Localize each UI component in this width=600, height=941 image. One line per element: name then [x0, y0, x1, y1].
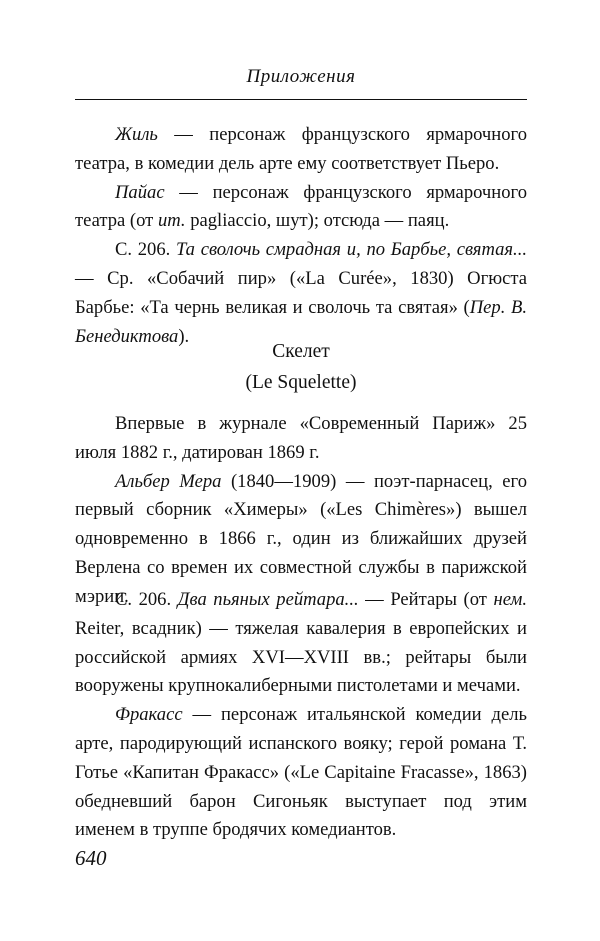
note-text: Reiter, всадник) — тяжелая кавалерия в европейских и российской армиях XVI—XVIII вв.; рейтары были вооружены крупнокалиберными пистолетами и мечами. [75, 617, 527, 697]
note-term: Фракасс [115, 704, 183, 726]
note-text: — Ср. «Собачий пир» («La Curée», 1830) Огюста Барбье: «Та чернь великая и сволочь та святая» ( [75, 267, 527, 318]
section-title: Скелет [272, 341, 330, 362]
notes-block-3 [75, 586, 527, 845]
note-term: Пайас [115, 181, 165, 203]
page-number: 640 [75, 846, 107, 870]
note-abbr: нем. [493, 589, 527, 610]
note-text: — персонаж французского ярмарочного театра (от [75, 181, 527, 232]
note-publication: Впервые в журнале «Современный Париж» 25 июля 1882 г., датирован 1869 г. [75, 413, 527, 463]
note-text: (1840—1909) — поэт-парнасец, его первый сборник «Химеры» («Les Chimères») вышел одновременно в 1866 г., один из ближайших друзей Верлена со времен их совместной службы в парижской мэрии. [75, 470, 527, 607]
note-text: ). [178, 325, 190, 347]
note-paillasse [75, 179, 527, 237]
page-ref: С. 206. [115, 239, 177, 261]
page-ref: С. 206. [115, 589, 178, 610]
note-text: — Рейтары (от [358, 589, 494, 610]
note-quote: Два пьяных рейтара... [177, 589, 359, 610]
note-barbier [75, 236, 527, 351]
note-quote: Та сволочь смрадная и, по Барбье, святая... [176, 239, 527, 261]
running-head: Приложения [246, 66, 356, 87]
note-term: Жиль [115, 124, 158, 145]
note-gilles [75, 121, 527, 179]
note-text: pagliaccio, шут); отсюда — паяц. [185, 210, 450, 232]
note-reiters [75, 586, 527, 701]
note-fracasse [75, 701, 527, 845]
header-rule [75, 99, 527, 100]
note-text: — персонаж французского ярмарочного театра, в комедии дель арте ему соответствует Пьеро. [75, 124, 527, 174]
note-abbr: ит. [157, 210, 186, 232]
notes-block-2 [75, 410, 527, 612]
note-text: — персонаж итальянской комедии дель арте, пародирующий испанского вояку; герой романа Т. Готье «Капитан Фракасс» («Le Capitaine Fracasse», 1863) обедневший барон Сигоньяк выступает под этим именем в труппе бродячих комедиантов. [75, 704, 527, 841]
note-term: Альбер Мера [115, 470, 222, 492]
note-translator: Пер. В. Бенедиктова [75, 296, 528, 347]
section-subtitle: (Le Squelette) [245, 372, 357, 393]
notes-block-1 [75, 121, 527, 351]
